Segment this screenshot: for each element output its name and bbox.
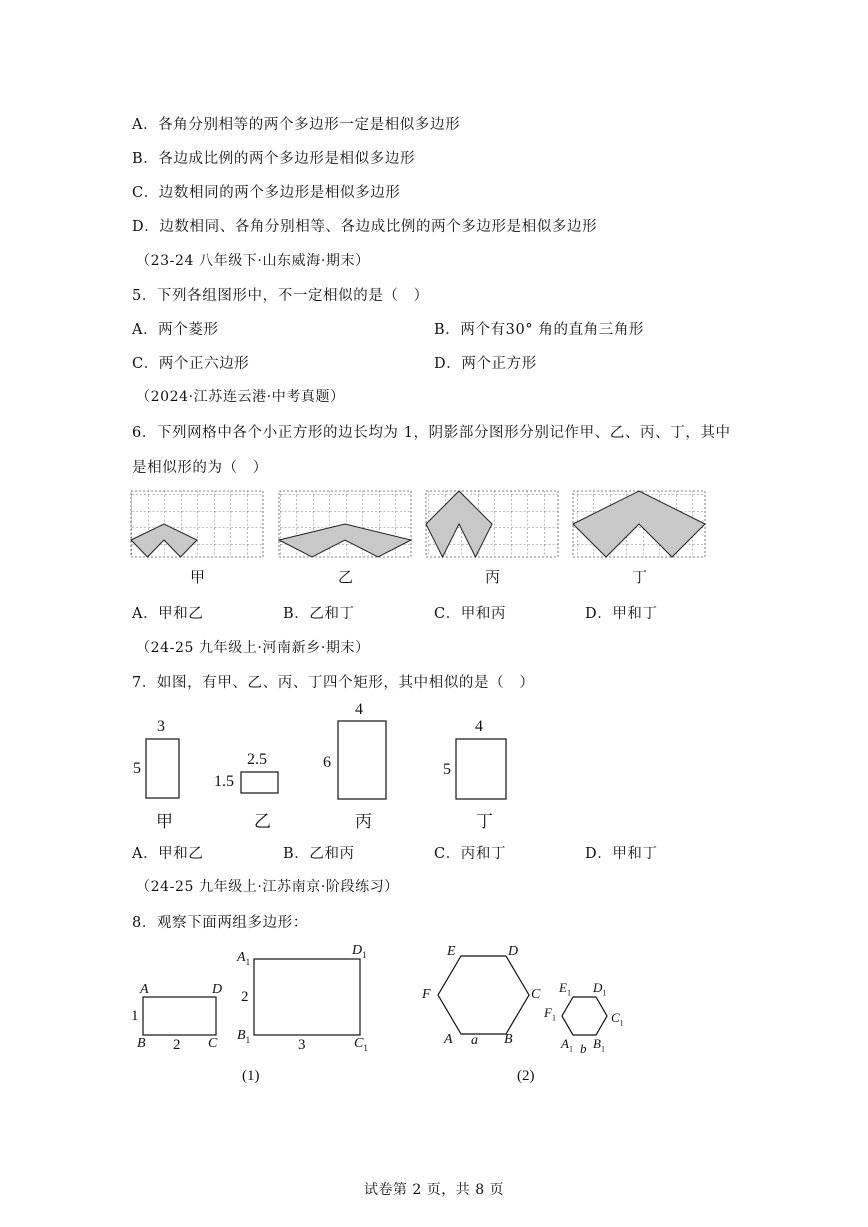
q5-stem: 5．下列各组图形中，不一定相似的是（ ）	[132, 288, 429, 304]
rect-yi-width: 2.5	[247, 751, 267, 768]
large-rect-label-a1: $A_1$	[237, 950, 251, 967]
q8-source: （24-25 九年级上·江苏南京·阶段练习）	[136, 879, 399, 895]
large-hex-label-e: E	[447, 944, 456, 959]
rect-yi-name: 乙	[254, 812, 271, 832]
small-hex-label-b1: $B_1$	[593, 1036, 605, 1054]
grid-ding	[573, 491, 705, 557]
small-rectangle	[143, 997, 216, 1035]
small-hexagon	[562, 997, 607, 1035]
small-rect-label-a: A	[140, 982, 149, 997]
large-rect-side-h: 2	[241, 989, 249, 1005]
caption-bing: 丙	[485, 568, 501, 586]
small-hex-label-d1: $D_1$	[593, 980, 607, 998]
rect-ding-width: 4	[475, 718, 483, 735]
q6-stem-line2: 是相似形的为（ ）	[132, 460, 268, 476]
grid-jia	[131, 491, 263, 557]
q6-source: （2024·江苏连云港·中考真题）	[136, 389, 345, 405]
page-footer: 试卷第 2 页，共 8 页	[363, 1182, 505, 1198]
rect-jia-height: 5	[133, 760, 141, 777]
large-hex-side-a: a	[471, 1033, 478, 1048]
large-hex-label-f: F	[422, 987, 431, 1002]
q7-option-b: B．乙和丙	[283, 846, 355, 862]
q6-option-b: B．乙和丁	[283, 606, 355, 622]
large-rectangle	[254, 959, 360, 1035]
q4-option-b: B．各边成比例的两个多边形是相似多边形	[132, 151, 416, 167]
q4-option-d: D．边数相同、各角分别相等、各边成比例的两个多边形是相似多边形	[132, 219, 598, 235]
caption-yi: 乙	[338, 568, 354, 586]
q4-option-c: C．边数相同的两个多边形是相似多边形	[132, 185, 401, 201]
q6-option-a: A．甲和乙	[132, 606, 204, 622]
large-hexagon	[438, 956, 529, 1034]
rect-ding-height: 5	[443, 761, 451, 778]
small-hex-side-b: b	[580, 1041, 587, 1056]
large-rect-side-w: 3	[298, 1037, 306, 1053]
rect-bing	[338, 721, 386, 799]
grid-bing	[426, 491, 558, 557]
q5-option-a: A．两个菱形	[132, 322, 219, 338]
rect-bing-width: 4	[355, 701, 363, 718]
figure-2-label: (2)	[517, 1068, 535, 1084]
rect-bing-height: 6	[323, 754, 331, 771]
small-rect-label-b: B	[137, 1036, 146, 1051]
large-hex-label-b: B	[504, 1032, 513, 1047]
grid-yi	[279, 491, 411, 557]
caption-ding: 丁	[632, 568, 648, 586]
q7-option-c: C．丙和丁	[434, 846, 507, 862]
small-hex-label-a1: $A_1$	[561, 1036, 573, 1054]
rect-jia	[146, 739, 179, 798]
q7-option-a: A．甲和乙	[132, 846, 204, 862]
large-rect-label-c1: $C_1$	[354, 1036, 368, 1053]
small-hex-label-c1: $C_1$	[611, 1010, 624, 1028]
small-rect-label-d: D	[212, 982, 223, 997]
q4-option-a: A．各角分别相等的两个多边形一定是相似多边形	[132, 117, 461, 133]
q5-option-b: B．两个有30° 角的直角三角形	[434, 322, 645, 338]
q5-option-c: C．两个正六边形	[132, 356, 250, 372]
q8-stem: 8．观察下面两组多边形：	[132, 915, 308, 931]
q7-stem: 7．如图，有甲、乙、丙、丁四个矩形，其中相似的是（ ）	[132, 675, 535, 691]
rect-ding-name: 丁	[476, 812, 493, 832]
figure-1-label: (1)	[242, 1068, 260, 1084]
q6-option-c: C．甲和丙	[434, 606, 507, 622]
rect-jia-width: 3	[157, 718, 165, 735]
rect-yi-height: 1.5	[214, 773, 234, 790]
rect-ding	[456, 739, 506, 799]
rect-jia-name: 甲	[156, 812, 173, 832]
small-rect-label-c: C	[208, 1036, 218, 1051]
large-hex-label-d: D	[508, 944, 519, 959]
rect-bing-name: 丙	[355, 812, 372, 832]
q5-option-d: D．两个正方形	[434, 356, 537, 372]
caption-jia: 甲	[190, 568, 206, 586]
large-rect-label-b1: $B_1$	[237, 1028, 251, 1045]
small-hex-label-f1: $F_1$	[544, 1005, 556, 1023]
large-hex-label-c: C	[531, 987, 541, 1002]
small-rect-side-w: 2	[173, 1037, 181, 1053]
q5-source: （23-24 八年级下·山东威海·期末）	[136, 253, 370, 269]
small-hex-label-e1: $E_1$	[559, 980, 571, 998]
small-rect-side-h: 1	[131, 1008, 139, 1024]
rect-yi	[241, 772, 278, 793]
q6-stem-line1: 6．下列网格中各个小正方形的边长均为 1，阴影部分图形分别记作甲、乙、丙、丁，其中	[132, 425, 731, 441]
large-hex-label-a: A	[444, 1032, 453, 1047]
large-rect-label-d1: $D_1$	[352, 943, 367, 960]
q7-option-d: D．甲和丁	[585, 846, 658, 862]
q7-source: （24-25 九年级上·河南新乡·期末）	[136, 640, 370, 656]
q6-option-d: D．甲和丁	[585, 606, 658, 622]
